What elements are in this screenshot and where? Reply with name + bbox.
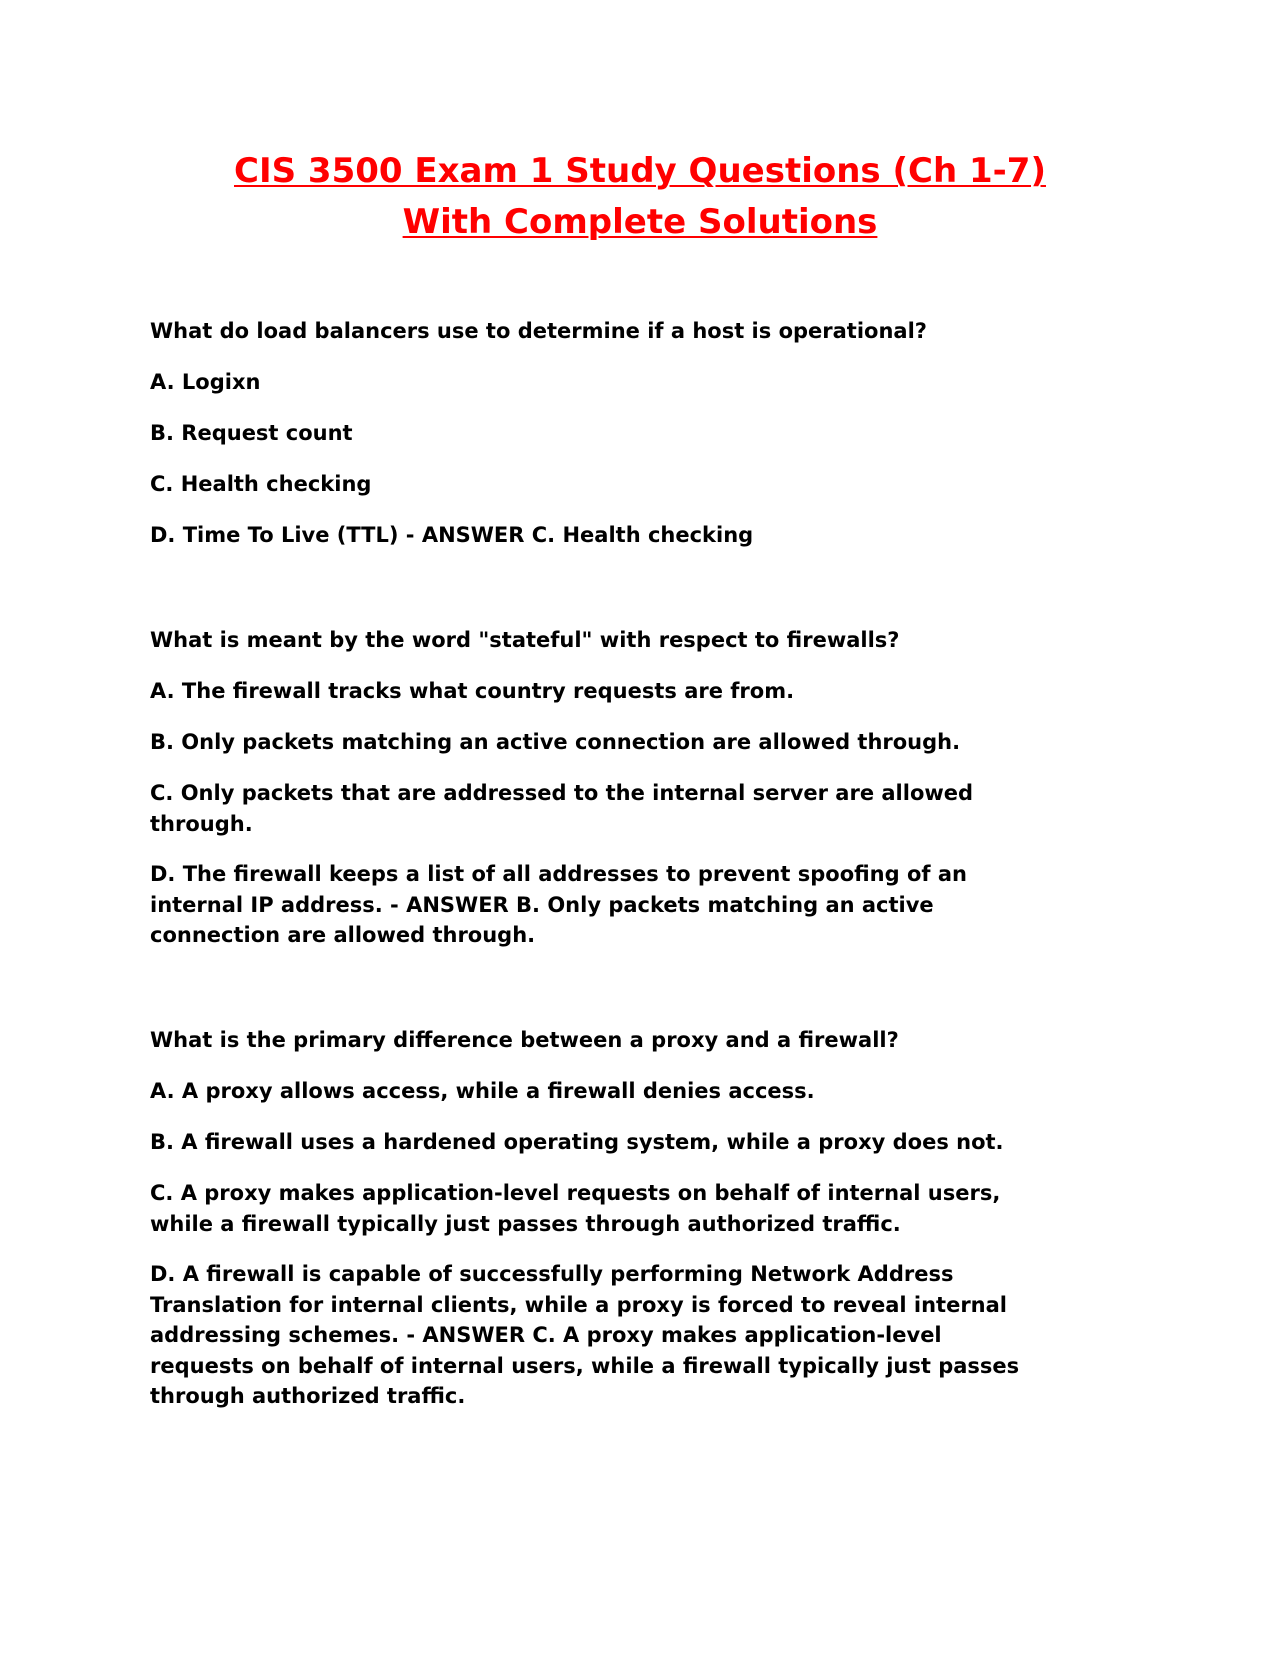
option-line: through authorized traffic.: [150, 1384, 466, 1408]
option-line: connection are allowed through.: [150, 923, 536, 947]
title-line-2: With Complete Solutions: [402, 202, 878, 242]
option-line: A. The firewall tracks what country requests are from.: [150, 679, 795, 703]
title-line-1: CIS 3500 Exam 1 Study Questions (Ch 1-7): [234, 151, 1046, 191]
answer-option-c: [150, 469, 1110, 500]
document-title: [140, 146, 1140, 248]
option-line: C. Only packets that are addressed to the internal server are allowed: [150, 781, 974, 805]
option-line: through.: [150, 811, 253, 836]
answer-option-d: [150, 1259, 1110, 1412]
answer-option-a: [150, 367, 1110, 398]
option-line: internal IP address. - ANSWER B. Only packets matching an active: [150, 892, 934, 917]
option-line: requests on behalf of internal users, while a firewall typically just passes: [150, 1353, 1020, 1378]
answer-option-b: [150, 727, 1110, 758]
option-line: A. Logixn: [150, 370, 261, 394]
option-line: B. A firewall uses a hardened operating system, while a proxy does not.: [150, 1130, 1004, 1154]
answer-option-b: [150, 1127, 1110, 1158]
answer-option-d: [150, 520, 1110, 551]
option-line: C. A proxy makes application-level requests on behalf of internal users,: [150, 1181, 1001, 1205]
answer-option-c: [150, 1178, 1110, 1239]
option-line: C. Health checking: [150, 472, 372, 496]
answer-option-a: [150, 676, 1110, 707]
option-line: D. Time To Live (TTL) - ANSWER C. Health checking: [150, 523, 754, 547]
answer-option-a: [150, 1076, 1110, 1107]
option-line: Translation for internal clients, while a proxy is forced to reveal internal: [150, 1292, 1008, 1317]
option-line: B. Request count: [150, 421, 353, 445]
question-text: What do load balancers use to determine if a host is operational?: [150, 319, 927, 343]
answer-option-d: [150, 859, 1110, 951]
option-line: addressing schemes. - ANSWER C. A proxy makes application-level: [150, 1323, 942, 1347]
question-text: What is meant by the word "stateful" with respect to firewalls?: [150, 628, 900, 652]
answer-option-b: [150, 418, 1110, 449]
option-line: A. A proxy allows access, while a firewall denies access.: [150, 1079, 815, 1103]
option-line: D. The firewall keeps a list of all addresses to prevent spoofing of an: [150, 862, 967, 886]
option-line: D. A firewall is capable of successfully performing Network Address: [150, 1262, 954, 1286]
answer-option-c: [150, 778, 1110, 839]
option-line: while a firewall typically just passes through authorized traffic.: [150, 1211, 901, 1236]
question-text: What is the primary difference between a proxy and a firewall?: [150, 1028, 899, 1052]
option-line: B. Only packets matching an active connection are allowed through.: [150, 730, 961, 754]
